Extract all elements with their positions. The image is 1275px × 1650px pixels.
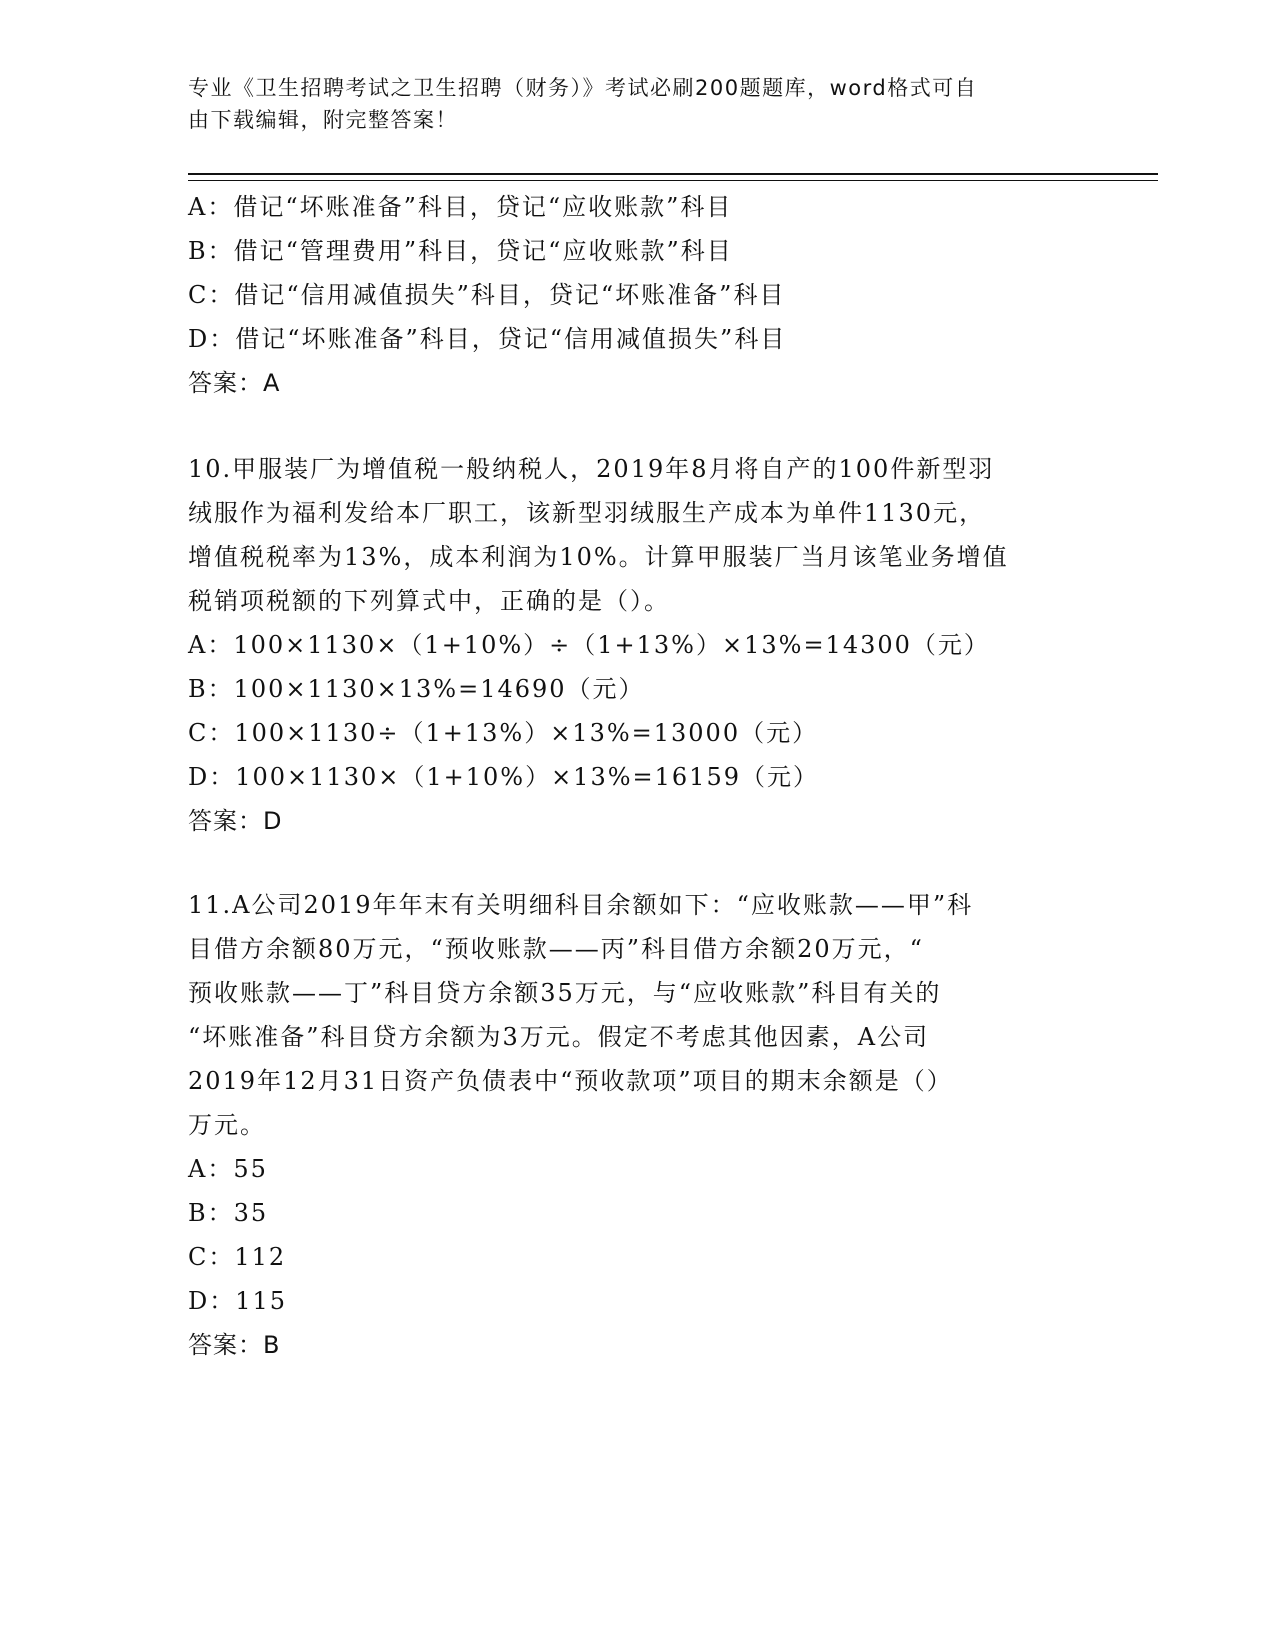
q10-stem-line-2: 绒服作为福利发给本厂职工，该新型羽绒服生产成本为单件1130元， bbox=[188, 499, 986, 527]
q10-stem-line-1: 10.甲服装厂为增值税一般纳税人，2019年8月将自产的100件新型羽 bbox=[188, 455, 995, 483]
q11-option-d: D：115 bbox=[188, 1287, 288, 1315]
q11-stem-line-3: 预收账款——丁”科目贷方余额35万元，与“应收账款”科目有关的 bbox=[188, 979, 942, 1007]
q10-stem-line-4: 税销项税额的下列算式中，正确的是（）。 bbox=[188, 587, 670, 615]
q10-option-d: D：100×1130×（1+10%）×13%=16159（元） bbox=[188, 763, 819, 791]
q11-stem-line-5: 2019年12月31日资产负债表中“预收款项”项目的期末余额是（） bbox=[188, 1067, 953, 1095]
q11-stem-line-6: 万元。 bbox=[188, 1111, 266, 1139]
q10-stem-line-3: 增值税税率为13%，成本利润为10%。计算甲服装厂当月该笔业务增值 bbox=[188, 543, 1009, 571]
q9-option-d: D：借记“坏账准备”科目，贷记“信用减值损失”科目 bbox=[188, 325, 787, 353]
q10-option-c: C：100×1130÷（1+13%）×13%=13000（元） bbox=[188, 719, 819, 747]
header-rule-thin bbox=[188, 180, 1158, 181]
q11-answer: 答案：B bbox=[188, 1331, 281, 1359]
q11-stem-line-1: 11.A公司2019年年末有关明细科目余额如下：“应收账款——甲”科 bbox=[188, 891, 974, 919]
q10-option-a: A：100×1130×（1+10%）÷（1+13%）×13%=14300（元） bbox=[188, 631, 990, 659]
q11-option-b: B：35 bbox=[188, 1199, 269, 1227]
q10-option-b: B：100×1130×13%=14690（元） bbox=[188, 675, 645, 703]
q11-option-c: C：112 bbox=[188, 1243, 287, 1271]
q11-stem-line-2: 目借方余额80万元，“预收账款——丙”科目借方余额20万元，“ bbox=[188, 935, 924, 963]
header-line-1: 专业《卫生招聘考试之卫生招聘（财务）》考试必刷200题题库，word格式可自 bbox=[188, 76, 978, 100]
q11-stem-line-4: “坏账准备”科目贷方余额为3万元。假定不考虑其他因素，A公司 bbox=[188, 1023, 930, 1051]
q9-option-c: C：借记“信用减值损失”科目，贷记“坏账准备”科目 bbox=[188, 281, 786, 309]
q9-option-b: B：借记“管理费用”科目，贷记“应收账款”科目 bbox=[188, 237, 733, 265]
q9-option-a: A：借记“坏账准备”科目，贷记“应收账款”科目 bbox=[188, 193, 733, 221]
q9-answer: 答案：A bbox=[188, 369, 281, 397]
header-line-2: 由下载编辑，附完整答案！ bbox=[188, 108, 458, 132]
q11-option-a: A：55 bbox=[188, 1155, 268, 1183]
header-rule-thick bbox=[188, 173, 1158, 175]
q10-answer: 答案：D bbox=[188, 807, 283, 835]
document-header bbox=[188, 72, 1088, 136]
